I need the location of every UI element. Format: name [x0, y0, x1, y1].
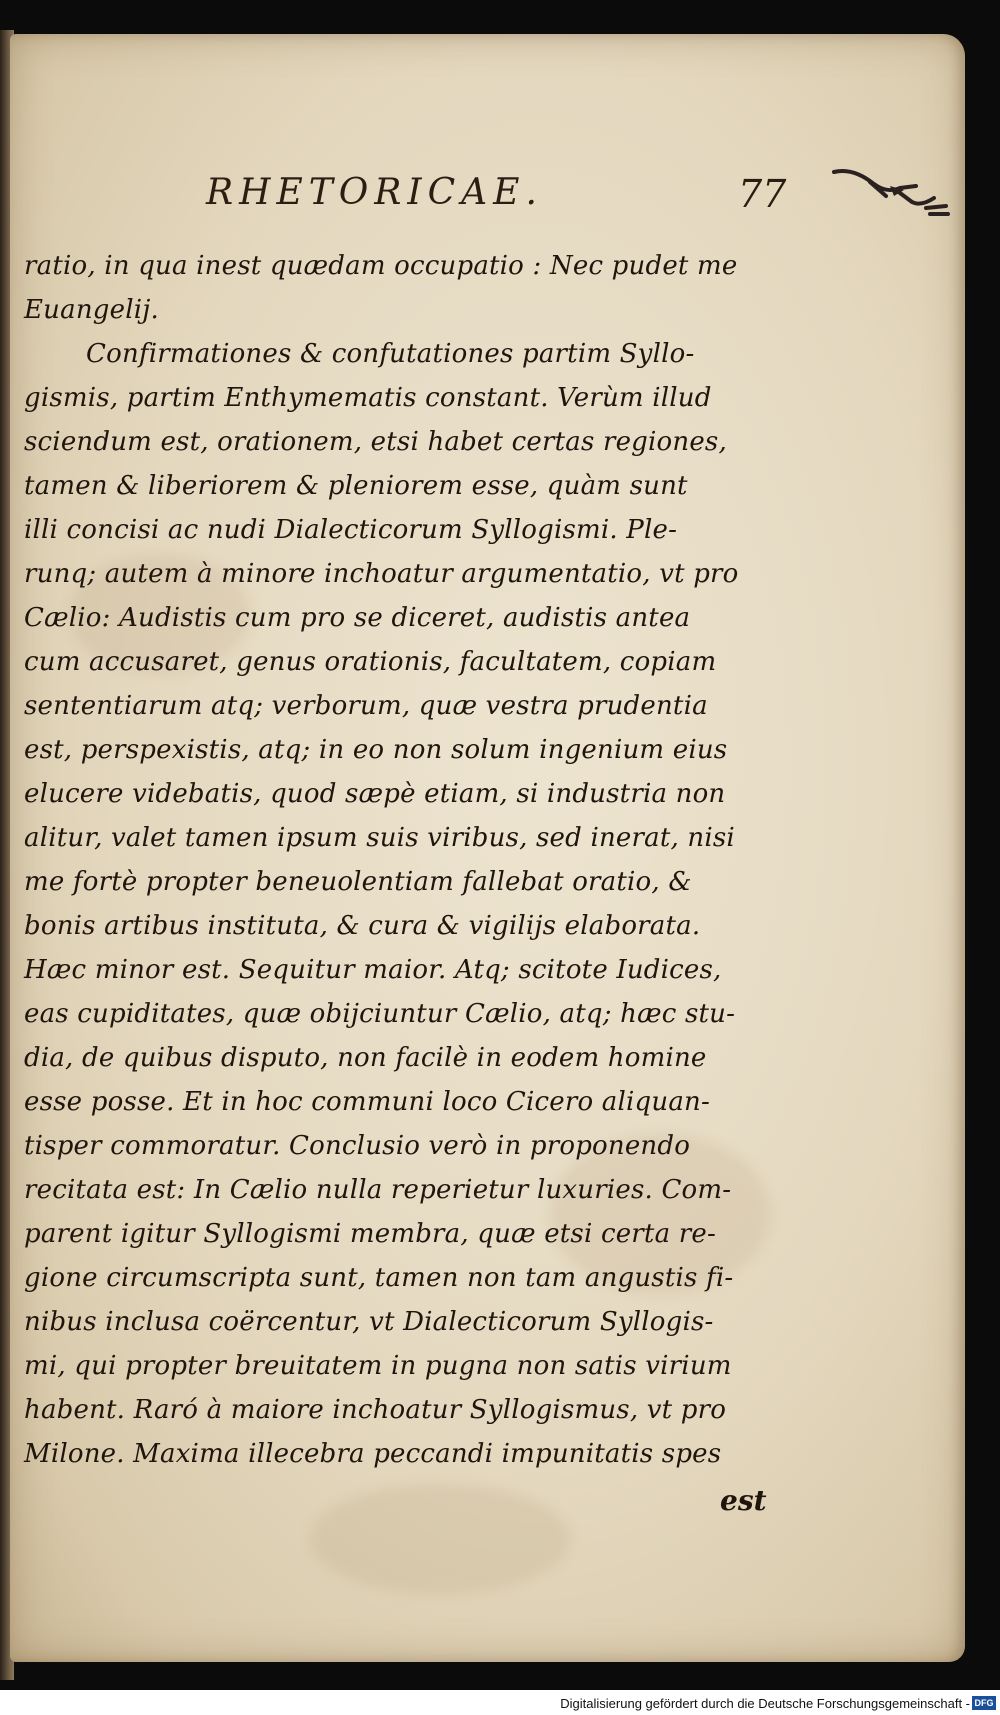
text-line: gismis, partim Enthymematis constant. Verùm illud	[24, 383, 712, 413]
book-page	[10, 34, 965, 1662]
text-line: Euangelij.	[24, 295, 159, 325]
text-line: me fortè propter beneuolentiam fallebat oratio, &	[24, 867, 692, 897]
text-line: tisper commoratur. Conclusio verò in proponendo	[24, 1131, 691, 1161]
text-line: parent igitur Syllogismi membra, quæ etsi certa re-	[24, 1219, 716, 1249]
text-line: tamen & liberiorem & pleniorem esse, quàm sunt	[24, 471, 688, 501]
body-text	[24, 244, 784, 1476]
text-line: dia, de quibus disputo, non facilè in eodem homine	[24, 1043, 707, 1073]
text-line: elucere videbatis, quod sæpè etiam, si industria non	[24, 779, 726, 809]
text-line: sciendum est, orationem, etsi habet certas regiones,	[24, 427, 727, 457]
running-head	[10, 172, 965, 232]
paper-stain	[310, 1484, 570, 1594]
text-line: cum accusaret, genus orationis, facultatem, copiam	[24, 647, 717, 677]
text-line: ratio, in qua inest quædam occupatio : Nec pudet me	[24, 251, 738, 281]
text-line: illi concisi ac nudi Dialecticorum Syllogismi. Ple-	[24, 515, 678, 545]
page-number: 77	[738, 172, 787, 216]
text-line: runq; autem à minore inchoatur argumentatio, vt pro	[24, 559, 739, 589]
text-line: Hæc minor est. Sequitur maior. Atq; scitote Iudices,	[24, 955, 722, 985]
text-line: Confirmationes & confutationes partim Syllo-	[86, 339, 695, 369]
handwritten-pen-mark	[830, 162, 960, 232]
text-line: mi, qui propter breuitatem in pugna non satis virium	[24, 1351, 732, 1381]
text-line: Milone. Maxima illecebra peccandi impunitatis spes	[24, 1439, 722, 1469]
text-line: esse posse. Et in hoc communi loco Cicero aliquan-	[24, 1087, 710, 1117]
running-head-title: RHETORICAE.	[206, 172, 543, 213]
text-line: bonis artibus instituta, & cura & vigilijs elaborata.	[24, 911, 701, 941]
text-line: alitur, valet tamen ipsum suis viribus, sed inerat, nisi	[24, 823, 735, 853]
text-line: habent. Raró à maiore inchoatur Syllogismus, vt pro	[24, 1395, 727, 1425]
text-line: sententiarum atq; verborum, quæ vestra prudentia	[24, 691, 708, 721]
text-line: eas cupiditates, quæ obijciuntur Cælio, atq; hæc stu-	[24, 999, 736, 1029]
text-line: nibus inclusa coërcentur, vt Dialecticorum Syllogis-	[24, 1307, 714, 1337]
digitization-credit: Digitalisierung gefördert durch die Deutsche Forschungsgemeinschaft -	[560, 1696, 970, 1711]
text-line: est, perspexistis, atq; in eo non solum ingenium eius	[24, 735, 728, 765]
text-line: gione circumscripta sunt, tamen non tam angustis fi-	[24, 1263, 734, 1293]
text-line: Cælio: Audistis cum pro se diceret, audistis antea	[24, 603, 691, 633]
text-line: recitata est: In Cælio nulla reperietur luxuries. Com-	[24, 1175, 732, 1205]
catchword: est	[720, 1484, 767, 1517]
dfg-logo: DFG	[972, 1696, 996, 1710]
